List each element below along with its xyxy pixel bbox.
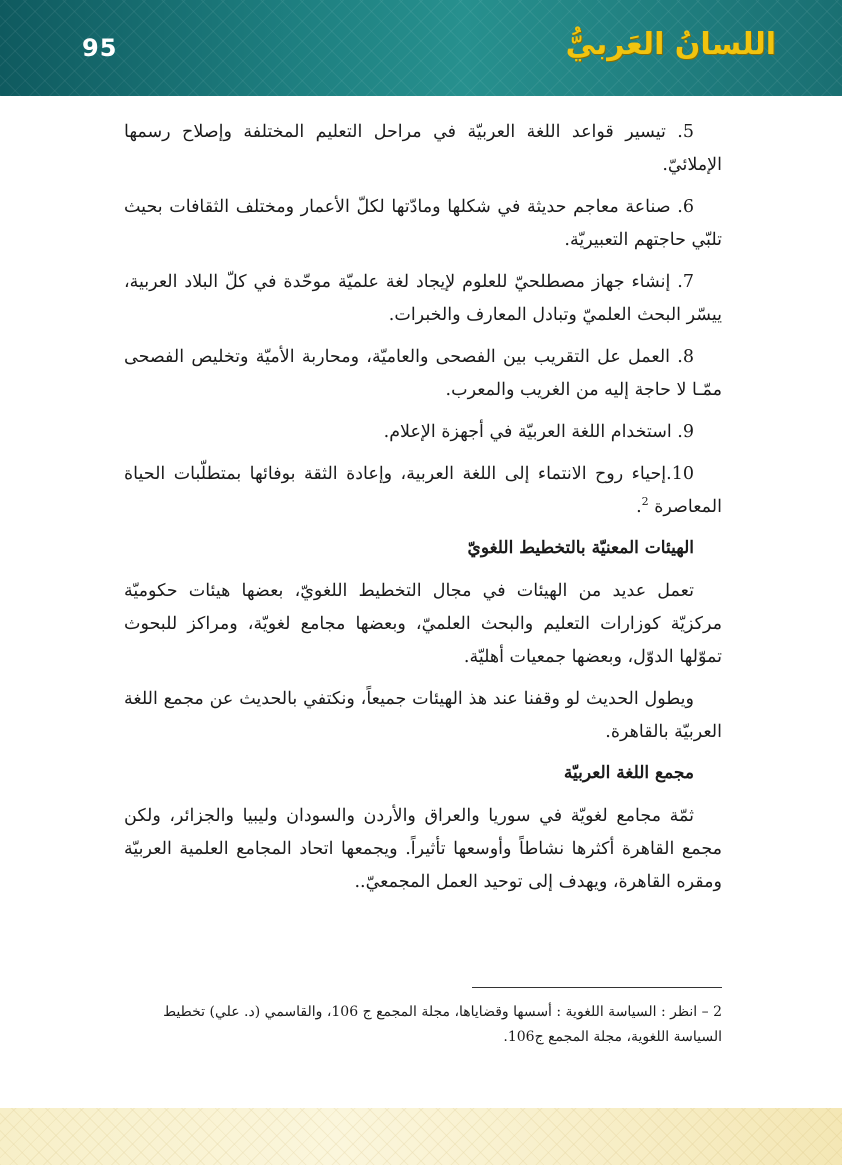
page-number: 95 [82,34,118,62]
footer-pattern [0,1108,842,1165]
list-item: 6. صناعة معاجم حديثة في شكلها ومادّتها لكلّ الأعمار ومختلف الثقافات بحيث تلبّي حاجتهم التعبيريّة. [124,197,722,250]
page-footer [0,1108,842,1165]
journal-logo: اللسانُ العَربيُّ [565,27,776,62]
list-item: 9. استخدام اللغة العربيّة في أجهزة الإعلام. [383,422,694,442]
list-item: 5. تيسير قواعد اللغة العربيّة في مراحل التعليم المختلفة وإصلاح رسمها الإملائيّ. [124,122,722,175]
footnote: 2 – انظر : السياسة اللغوية : أسسها وقضاياها، مجلة المجمع ج 106، والقاسمي (د. علي) تخطيط السياسة اللغوية، مجلة المجمع ج106. [163,1004,722,1045]
list-item: 8. العمل عل التقريب بين الفصحى والعاميّة، ومحاربة الأميّة وتخليص الفصحى ممّـا لا حاجة إليه من الغريب والمعرب. [124,347,722,400]
article-body [124,116,722,908]
paragraph: تعمل عديد من الهيئات في مجال التخطيط اللغويّ، بعضها هيئات حكوميّة مركزيّة كوزارات التعليم والبحث العلميّ، وبعضها مجامع لغويّة، ومراكز للبحوث تموّلها الدوّل، وبعضها جمعيات أهليّة. [124,581,722,667]
section-heading-academy: مجمع اللغة العربيّة [563,763,694,783]
section-heading-bodies: الهيئات المعنيّة بالتخطيط اللغويّ [467,538,694,558]
paragraph: ثمّة مجامع لغويّة في سوريا والعراق والأردن والسودان وليبيا والجزائر، ولكن مجمع القاهرة أكثرها نشاطاً وأوسعها تأثيراً. ويجمعها اتحاد المجامع العلمية العربيّة ومقره القاهرة، ويهدف إلى توحيد العمل المجمعيّ.. [124,806,722,892]
footnote-reference[interactable]: 2 [641,495,649,509]
page-header [0,0,842,96]
paragraph: ويطول الحديث لو وقفنا عند هذ الهيئات جميعاً، ونكتفي بالحديث عن مجمع اللغة العربيّة بالقاهرة. [124,689,722,742]
footnote-divider [472,987,722,988]
list-item-10 [124,458,722,524]
list-item-text: 10.إحياء روح الانتماء إلى اللغة العربية، وإعادة الثقة بوفائها بمتطلّبات الحياة المعاصرة [124,464,722,517]
list-item-end: . [636,497,642,517]
list-item: 7. إنشاء جهاز مصطلحيّ للعلوم لإيجاد لغة علميّة موحّدة في كلّ البلاد العربية، ييسّر البحث العلميّ وتبادل المعارف والخبرات. [124,272,722,325]
